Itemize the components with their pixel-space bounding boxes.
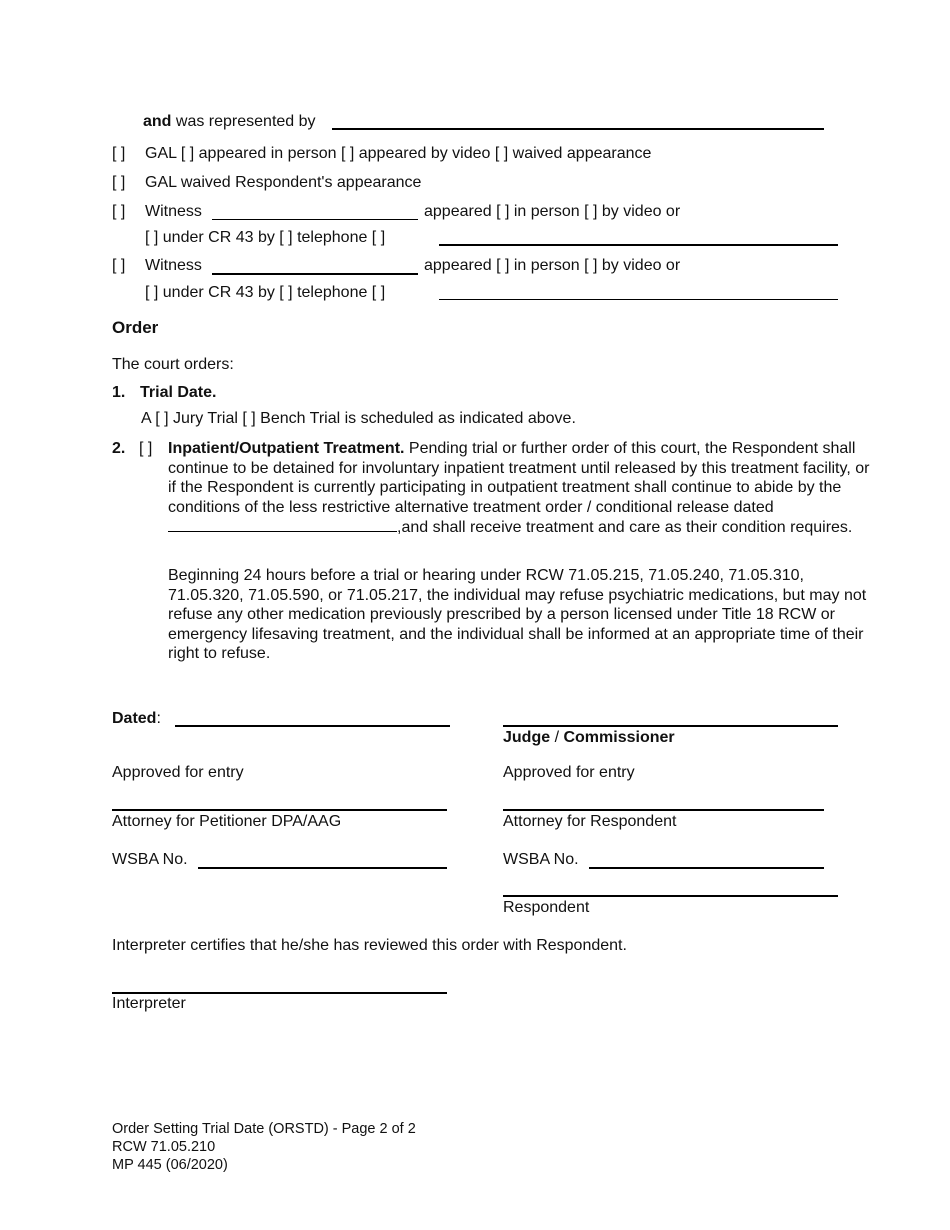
wsba-right-field[interactable] <box>589 867 824 869</box>
conditional-release-date-field[interactable] <box>168 517 397 532</box>
medication-paragraph: Beginning 24 hours before a trial or hearing under RCW 71.05.215, 71.05.240, 71.05.310, 71.05.320, 71.05.590, or 71.05.217, the individual may refuse psychiatric medications, but may not refuse any other medication previously prescribed by a person licensed under Title 18 RCW or emergency lifesaving treatment, and the individual shall be informed at an appropriate time of their right to refuse. <box>168 567 867 663</box>
attorney-respondent-label: Attorney for Respondent <box>503 813 677 830</box>
order-heading: Order <box>112 318 159 337</box>
witness-1-checkbox[interactable]: [ ] <box>112 203 126 220</box>
witness-2-name-field[interactable] <box>212 273 418 275</box>
wsba-left-label: WSBA No. <box>112 851 188 868</box>
trial-type-options: A [ ] Jury Trial [ ] Bench Trial is scheduled as indicated above. <box>141 410 576 427</box>
judge-text: Judge <box>503 729 551 746</box>
attorney-petitioner-signature-line[interactable] <box>112 809 447 811</box>
witness-1-other-field[interactable] <box>439 244 838 246</box>
approved-right-label: Approved for entry <box>503 764 635 781</box>
gal-waived-checkbox[interactable]: [ ] <box>112 174 126 191</box>
interpreter-label: Interpreter <box>112 995 186 1012</box>
footer-form-title: Order Setting Trial Date (ORSTD) - Page 2 of 2 <box>112 1121 416 1137</box>
dated-label <box>112 709 161 729</box>
wsba-right-label: WSBA No. <box>503 851 579 868</box>
respondent-label: Respondent <box>503 899 590 916</box>
gal-waived-label: GAL waived Respondent's appearance <box>145 174 422 191</box>
item-2-title: Inpatient/Outpatient Treatment. <box>168 440 405 457</box>
dated-colon: : <box>156 710 161 727</box>
item-1-number: 1. <box>112 384 126 401</box>
treatment-text: Pending trial or further order of this court, the Respondent shall continue to be detained for involuntary inpatient treatment until released by this treatment facility, or if the Respondent is currently participating in outpatient treatment shall continue to abide by the conditions of the less restrictive alternative treatment order / conditional release dated <box>168 440 870 516</box>
respondent-signature-line[interactable] <box>503 895 838 897</box>
gal-appearance-options: GAL [ ] appeared in person [ ] appeared by video [ ] waived appearance <box>145 145 652 162</box>
approved-left-label: Approved for entry <box>112 764 244 781</box>
represented-by-text: was represented by <box>171 113 316 130</box>
commissioner-text: Commissioner <box>563 729 675 746</box>
witness-2-label: Witness <box>145 257 202 274</box>
attorney-respondent-signature-line[interactable] <box>503 809 824 811</box>
represented-by-label <box>143 112 316 132</box>
witness-2-other-field[interactable] <box>439 299 838 300</box>
court-orders-intro: The court orders: <box>112 356 234 373</box>
witness-1-cr43-options: [ ] under CR 43 by [ ] telephone [ ] <box>145 229 386 246</box>
represented-by-field[interactable] <box>332 128 824 130</box>
footer-rcw: RCW 71.05.210 <box>112 1139 216 1155</box>
witness-2-checkbox[interactable]: [ ] <box>112 257 126 274</box>
footer-form-number: MP 445 (06/2020) <box>112 1157 228 1173</box>
item-2-checkbox[interactable]: [ ] <box>139 440 153 457</box>
witness-2-cr43-options: [ ] under CR 43 by [ ] telephone [ ] <box>145 284 386 301</box>
treatment-paragraph <box>168 439 874 538</box>
wsba-left-field[interactable] <box>198 867 447 869</box>
witness-1-appearance-options: appeared [ ] in person [ ] by video or <box>424 203 681 220</box>
attorney-petitioner-label: Attorney for Petitioner DPA/AAG <box>112 813 342 830</box>
item-1-title: Trial Date. <box>140 384 217 401</box>
and-bold: and <box>143 113 172 130</box>
judge-commissioner-label <box>503 728 675 748</box>
judge-separator: / <box>550 729 564 746</box>
dated-field[interactable] <box>175 725 450 727</box>
gal-checkbox[interactable]: [ ] <box>112 145 126 162</box>
treatment-text-end: ,and shall receive treatment and care as their condition requires. <box>397 519 853 537</box>
dated-bold: Dated <box>112 710 157 727</box>
witness-2-appearance-options: appeared [ ] in person [ ] by video or <box>424 257 681 274</box>
witness-1-name-field[interactable] <box>212 219 418 220</box>
judge-signature-line[interactable] <box>503 725 838 727</box>
item-2-number: 2. <box>112 440 126 457</box>
witness-1-label: Witness <box>145 203 202 220</box>
interpreter-certification: Interpreter certifies that he/she has reviewed this order with Respondent. <box>112 937 627 954</box>
